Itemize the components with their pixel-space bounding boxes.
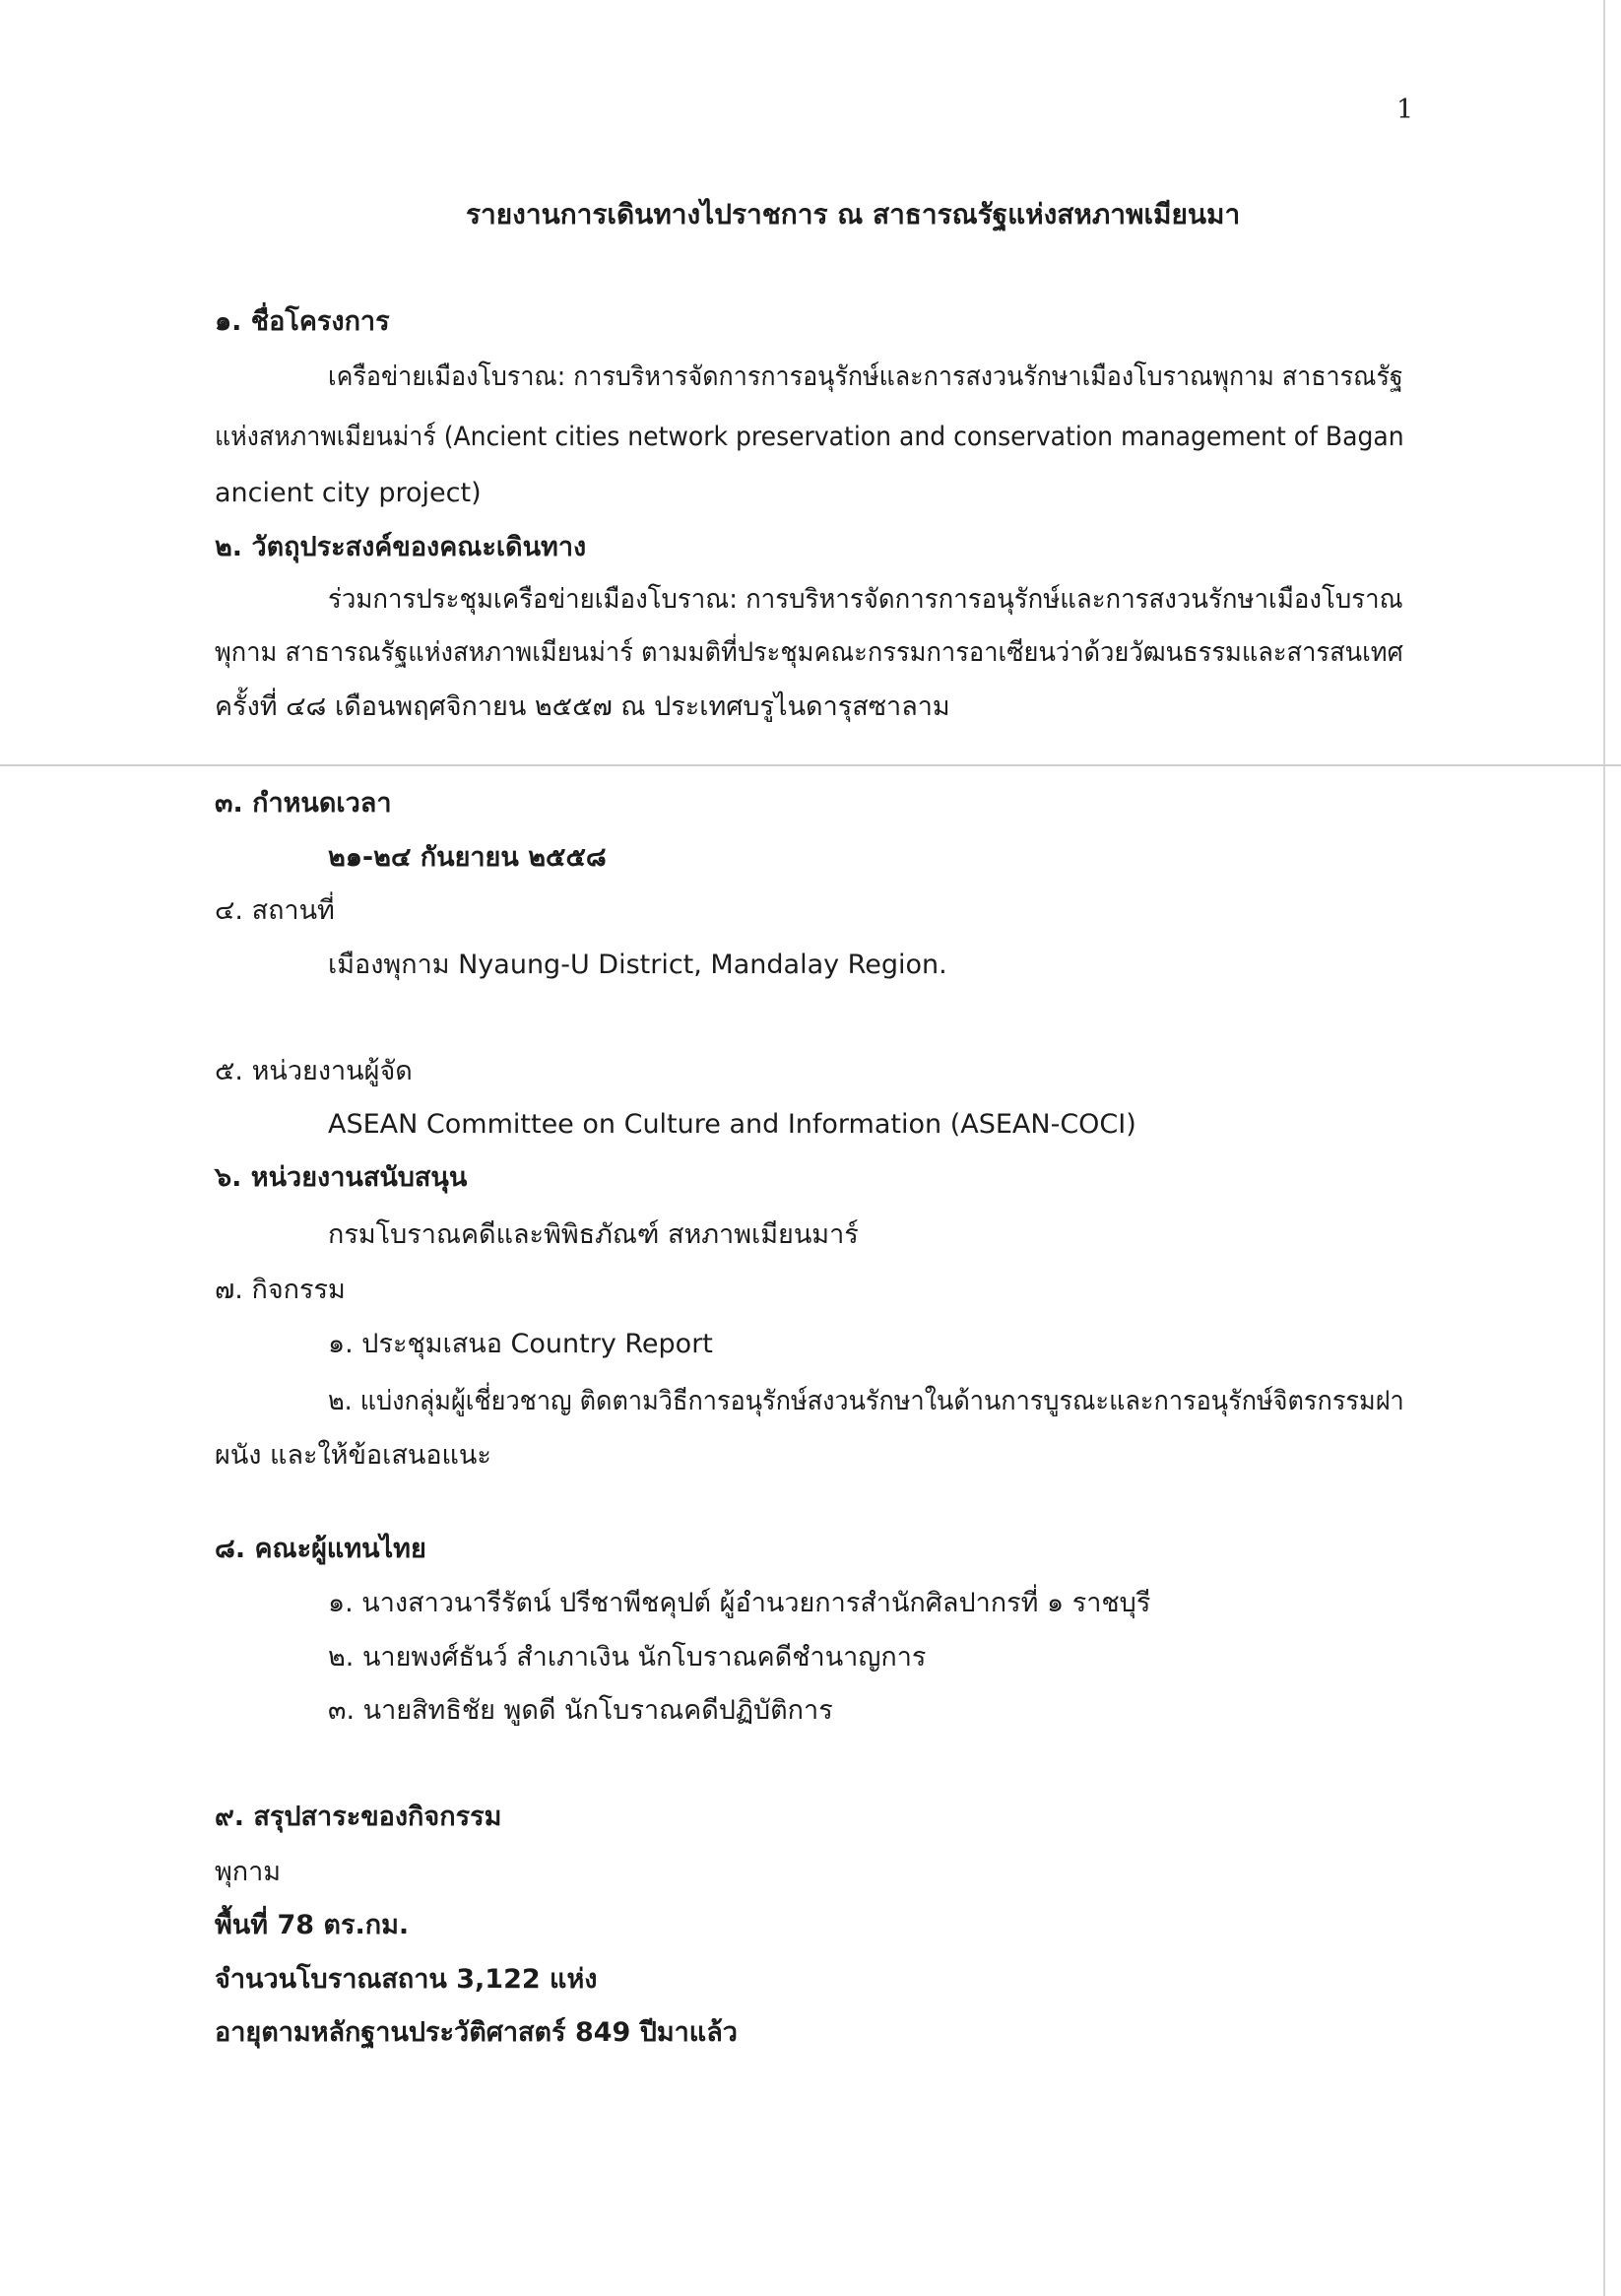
section-9-heading: ๙. สรุปสาระของกิจกรรม — [215, 1802, 502, 1832]
document-title: รายงานการเดินทางไปราชการ ณ สาธารณรัฐแห่งสหภาพเมียนมา — [466, 198, 1241, 230]
summary-line: พื้นที่ 78 ตร.กม. — [215, 1910, 410, 1940]
summary-line: จำนวนโบราณสถาน 3,122 แห่ง — [215, 1964, 598, 1995]
section-5-heading: ๕. หน่วยงานผู้จัด — [215, 1056, 413, 1086]
section-1-line: แห่งสหภาพเมียนม่าร์ (Ancient cities network preservation and conservation management of Bagan — [215, 422, 1404, 452]
scan-fold-line — [0, 764, 1621, 766]
page-number: 1 — [1396, 95, 1414, 125]
section-2-line: พุกาม สาธารณรัฐแห่งสหภาพเมียนม่าร์ ตามมติที่ประชุมคณะกรรมการอาเซียนว่าด้วยวัฒนธรรมและสารสนเทศ — [215, 637, 1403, 668]
activity-item-continuation: ผนัง และให้ข้อเสนอแนะ — [215, 1440, 491, 1471]
section-2-heading: ๒. วัตถุประสงค์ของคณะเดินทาง — [215, 532, 587, 562]
section-4-heading: ๔. สถานที่ — [215, 895, 335, 926]
section-2-line: ครั้งที่ ๔๘ เดือนพฤศจิกายน ๒๕๕๗ ณ ประเทศบรูไนดารุสซาลาม — [215, 691, 950, 722]
section-1-line: ancient city project) — [215, 478, 482, 508]
section-1-line: เครือข่ายเมืองโบราณ: การบริหารจัดการการอนุรักษ์และการสงวนรักษาเมืองโบราณพุกาม สาธารณรัฐ — [328, 361, 1403, 392]
section-3-heading: ๓. กำหนดเวลา — [215, 788, 392, 819]
activity-item: ๒. แบ่งกลุ่มผู้เชี่ยวชาญ ติดตามวิธีการอนุรักษ์สงวนรักษาในด้านการบูรณะและการอนุรักษ์จิตรกรรมฝา — [328, 1386, 1404, 1416]
section-2-line: ร่วมการประชุมเครือข่ายเมืองโบราณ: การบริหารจัดการการอนุรักษ์และการสงวนรักษาเมืองโบราณ — [328, 584, 1403, 615]
supporter-name: กรมโบราณคดีและพิพิธภัณฑ์ สหภาพเมียนมาร์ — [328, 1219, 859, 1250]
schedule-dates: ๒๑-๒๔ กันยายน ๒๕๕๘ — [328, 842, 607, 873]
summary-line: อายุตามหลักฐานประวัติศาสตร์ 849 ปีมาแล้ว — [215, 2017, 738, 2048]
delegate-member: ๒. นายพงศ์ธันว์ สำเภาเงิน นักโบราณคดีชำนาญการ — [328, 1642, 927, 1673]
venue-location: เมืองพุกาม Nyaung-U District, Mandalay Region. — [328, 950, 947, 980]
section-7-heading: ๗. กิจกรรม — [215, 1275, 346, 1305]
section-1-heading: ๑. ชื่อโครงการ — [215, 306, 390, 337]
summary-line: พุกาม — [215, 1857, 282, 1887]
organizer-name: ASEAN Committee on Culture and Information (ASEAN-COCI) — [328, 1109, 1136, 1140]
section-8-heading: ๘. คณะผู้แทนไทย — [215, 1534, 426, 1564]
section-6-heading: ๖. หน่วยงานสนับสนุน — [215, 1162, 468, 1193]
activity-item: ๑. ประชุมเสนอ Country Report — [328, 1329, 713, 1359]
page-edge — [1603, 0, 1605, 2296]
delegate-member: ๑. นางสาวนารีรัตน์ ปรีชาพีชคุปต์ ผู้อำนวยการสำนักศิลปากรที่ ๑ ราชบุรี — [328, 1588, 1151, 1618]
delegate-member: ๓. นายสิทธิชัย พูดดี นักโบราณคดีปฏิบัติการ — [328, 1695, 833, 1726]
